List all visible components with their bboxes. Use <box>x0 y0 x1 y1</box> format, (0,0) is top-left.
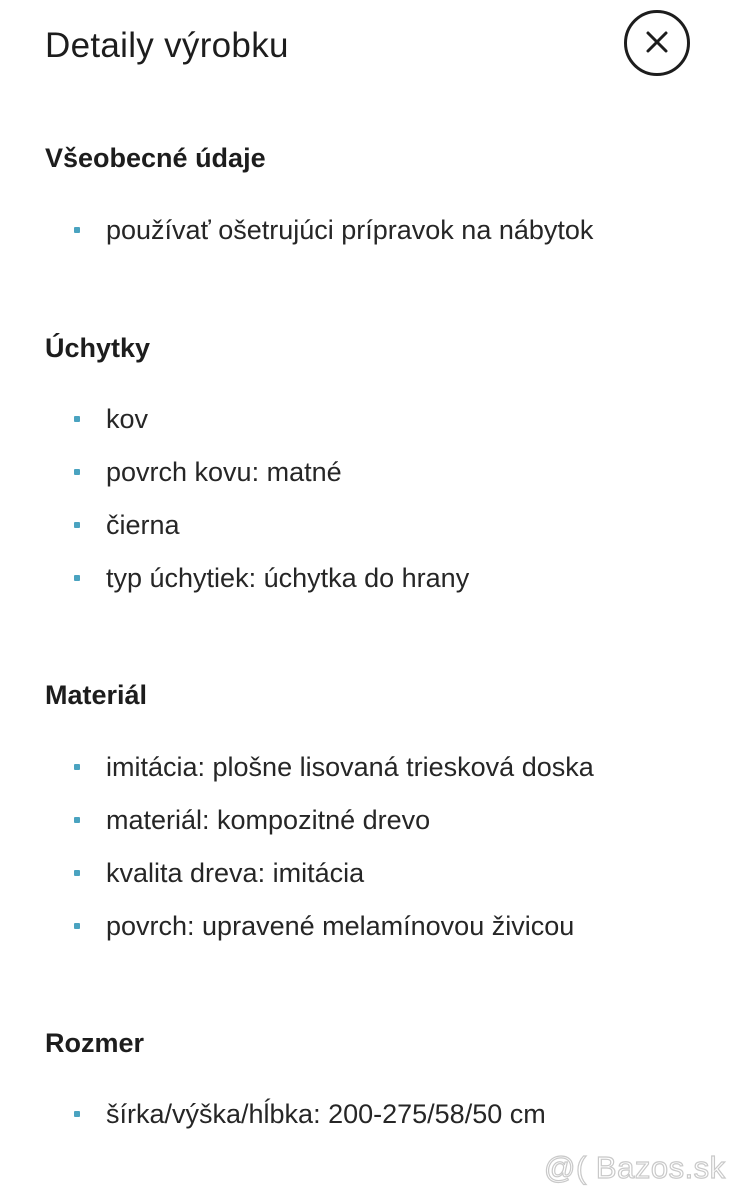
item-text: povrch kovu: matné <box>106 457 342 487</box>
list-item <box>0 750 743 803</box>
bullet-icon <box>74 522 80 528</box>
close-icon <box>644 29 670 58</box>
item-text: používať ošetrujúci prípravok na nábytok <box>106 215 594 245</box>
item-list <box>0 402 743 614</box>
list-item <box>0 402 743 455</box>
watermark: @( Bazos.sk <box>544 1150 726 1185</box>
bullet-icon <box>74 416 80 422</box>
item-list <box>0 1097 743 1150</box>
item-text: čierna <box>106 510 180 540</box>
section-heading: Rozmer <box>45 1028 145 1058</box>
dialog-header <box>0 0 743 100</box>
bullet-icon <box>74 817 80 823</box>
list-item <box>0 803 743 856</box>
section-heading: Materiál <box>45 680 148 710</box>
section-heading: Všeobecné údaje <box>45 143 266 173</box>
bullet-icon <box>74 469 80 475</box>
bullet-icon <box>74 764 80 770</box>
close-button[interactable] <box>624 10 690 76</box>
bullet-icon <box>74 923 80 929</box>
list-item <box>0 1097 743 1150</box>
item-list <box>0 213 743 266</box>
page-title: Detaily výrobku <box>45 26 289 65</box>
bullet-icon <box>74 1111 80 1117</box>
item-text: kvalita dreva: imitácia <box>106 858 365 888</box>
item-text: povrch: upravené melamínovou živicou <box>106 911 575 941</box>
list-item <box>0 856 743 909</box>
list-item <box>0 561 743 614</box>
section-heading: Úchytky <box>45 333 151 363</box>
bullet-icon <box>74 870 80 876</box>
list-item <box>0 455 743 508</box>
list-item <box>0 508 743 561</box>
list-item <box>0 909 743 962</box>
item-list <box>0 750 743 962</box>
item-text: typ úchytiek: úchytka do hrany <box>106 563 470 593</box>
item-text: imitácia: plošne lisovaná triesková doska <box>106 752 594 782</box>
list-item <box>0 213 743 266</box>
item-text: šírka/výška/hĺbka: 200-275/58/50 cm <box>106 1099 546 1129</box>
item-text: kov <box>106 404 149 434</box>
item-text: materiál: kompozitné drevo <box>106 805 431 835</box>
bullet-icon <box>74 575 80 581</box>
bullet-icon <box>74 227 80 233</box>
